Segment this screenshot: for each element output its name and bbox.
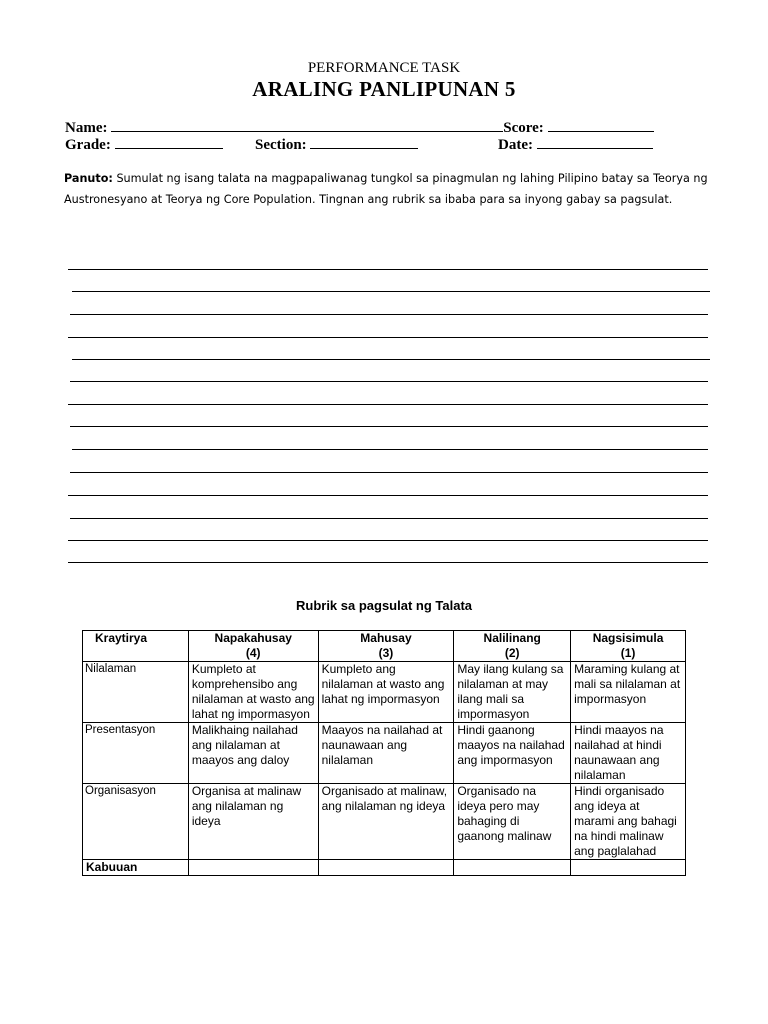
writing-line[interactable] (72, 291, 710, 292)
writing-line[interactable] (70, 472, 708, 473)
rubric-cell: Hindi maayos na nailahad at hindi naunawaan ang nilalaman (571, 723, 686, 784)
section-field[interactable] (255, 135, 418, 154)
name-label: Name: (65, 120, 108, 136)
writing-line[interactable] (72, 359, 710, 360)
total-cell[interactable] (188, 860, 318, 876)
date-label: Date: (498, 137, 533, 153)
total-cell[interactable] (318, 860, 454, 876)
writing-line[interactable] (68, 269, 708, 270)
rubric-cell: Organisa at malinaw ang nilalaman ng ideya (188, 784, 318, 860)
rubric-table (82, 630, 686, 876)
rubric-cell: Malikhaing nailahad ang nilalaman at maayos ang daloy (188, 723, 318, 784)
criterion-organisasyon: Organisasyon (83, 784, 189, 860)
header-nalilinang: Nalilinang (2) (454, 631, 571, 662)
total-label: Kabuuan (83, 860, 189, 876)
rubric-cell: Organisado na ideya pero may bahaging di gaanong malinaw (454, 784, 571, 860)
total-cell[interactable] (454, 860, 571, 876)
rubric-cell: Maraming kulang at mali sa nilalaman at impormasyon (571, 662, 686, 723)
table-row (83, 723, 686, 784)
writing-line[interactable] (70, 518, 708, 519)
rubric-header-row (83, 631, 686, 662)
writing-line[interactable] (70, 426, 708, 427)
header-mahusay: Mahusay (3) (318, 631, 454, 662)
writing-line[interactable] (68, 404, 708, 405)
instructions-text: Sumulat ng isang talata na magpapaliwanag tungkol sa pinagmulan ng lahing Pilipino batay sa Teorya ng Austronesyano at Teorya ng Core Population. Tingnan ang rubrik sa ibaba para sa inyong gabay sa pagsulat. (64, 172, 708, 206)
writing-line[interactable] (68, 495, 708, 496)
score-blank[interactable] (548, 118, 654, 132)
header-nagsisimula: Nagsisimula (1) (571, 631, 686, 662)
total-row (83, 860, 686, 876)
section-label: Section: (255, 137, 307, 153)
date-blank[interactable] (537, 135, 653, 149)
rubric-cell: Organisado at malinaw, ang nilalaman ng ideya (318, 784, 454, 860)
header-level: (3) (378, 646, 394, 660)
grade-blank[interactable] (115, 135, 223, 149)
rubric-cell: Kumpleto ang nilalaman at wasto ang lahat ng impormasyon (318, 662, 454, 723)
table-row (83, 662, 686, 723)
writing-line[interactable] (68, 562, 708, 563)
grade-label: Grade: (65, 137, 111, 153)
criterion-presentasyon: Presentasyon (83, 723, 189, 784)
header-kraytirya: Kraytirya (83, 631, 189, 662)
total-cell[interactable] (571, 860, 686, 876)
criterion-nilalaman: Nilalaman (83, 662, 189, 723)
instructions (64, 168, 724, 210)
writing-line[interactable] (70, 314, 708, 315)
writing-line[interactable] (72, 449, 708, 450)
rubric-cell: Hindi organisado ang ideya at marami ang bahagi na hindi malinaw ang paglalahad (571, 784, 686, 860)
writing-line[interactable] (70, 381, 708, 382)
table-row (83, 784, 686, 860)
instructions-label: Panuto: (64, 172, 113, 185)
rubric-cell: May ilang kulang sa nilalaman at may ilang mali sa impormasyon (454, 662, 571, 723)
header-level: (2) (504, 646, 520, 660)
rubric-cell: Maayos na nailahad at naunawaan ang nilalaman (318, 723, 454, 784)
header-napakahusay: Napakahusay (4) (188, 631, 318, 662)
rubric-cell: Hindi gaanong maayos na nailahad ang impormasyon (454, 723, 571, 784)
writing-line[interactable] (68, 337, 708, 338)
name-blank[interactable] (111, 118, 503, 132)
writing-line[interactable] (68, 540, 708, 541)
header-level: (1) (620, 646, 636, 660)
grade-field[interactable] (65, 135, 223, 154)
section-blank[interactable] (310, 135, 418, 149)
rubric-cell: Kumpleto at komprehensibo ang nilalaman at wasto ang lahat ng impormasyon (188, 662, 318, 723)
date-field[interactable] (498, 135, 653, 154)
score-label: Score: (503, 120, 544, 136)
document-title: ARALING PANLIPUNAN 5 (252, 77, 516, 101)
document-subtitle: PERFORMANCE TASK (307, 60, 461, 76)
rubric-title: Rubrik sa pagsulat ng Talata (295, 598, 473, 613)
header-level: (4) (245, 646, 261, 660)
